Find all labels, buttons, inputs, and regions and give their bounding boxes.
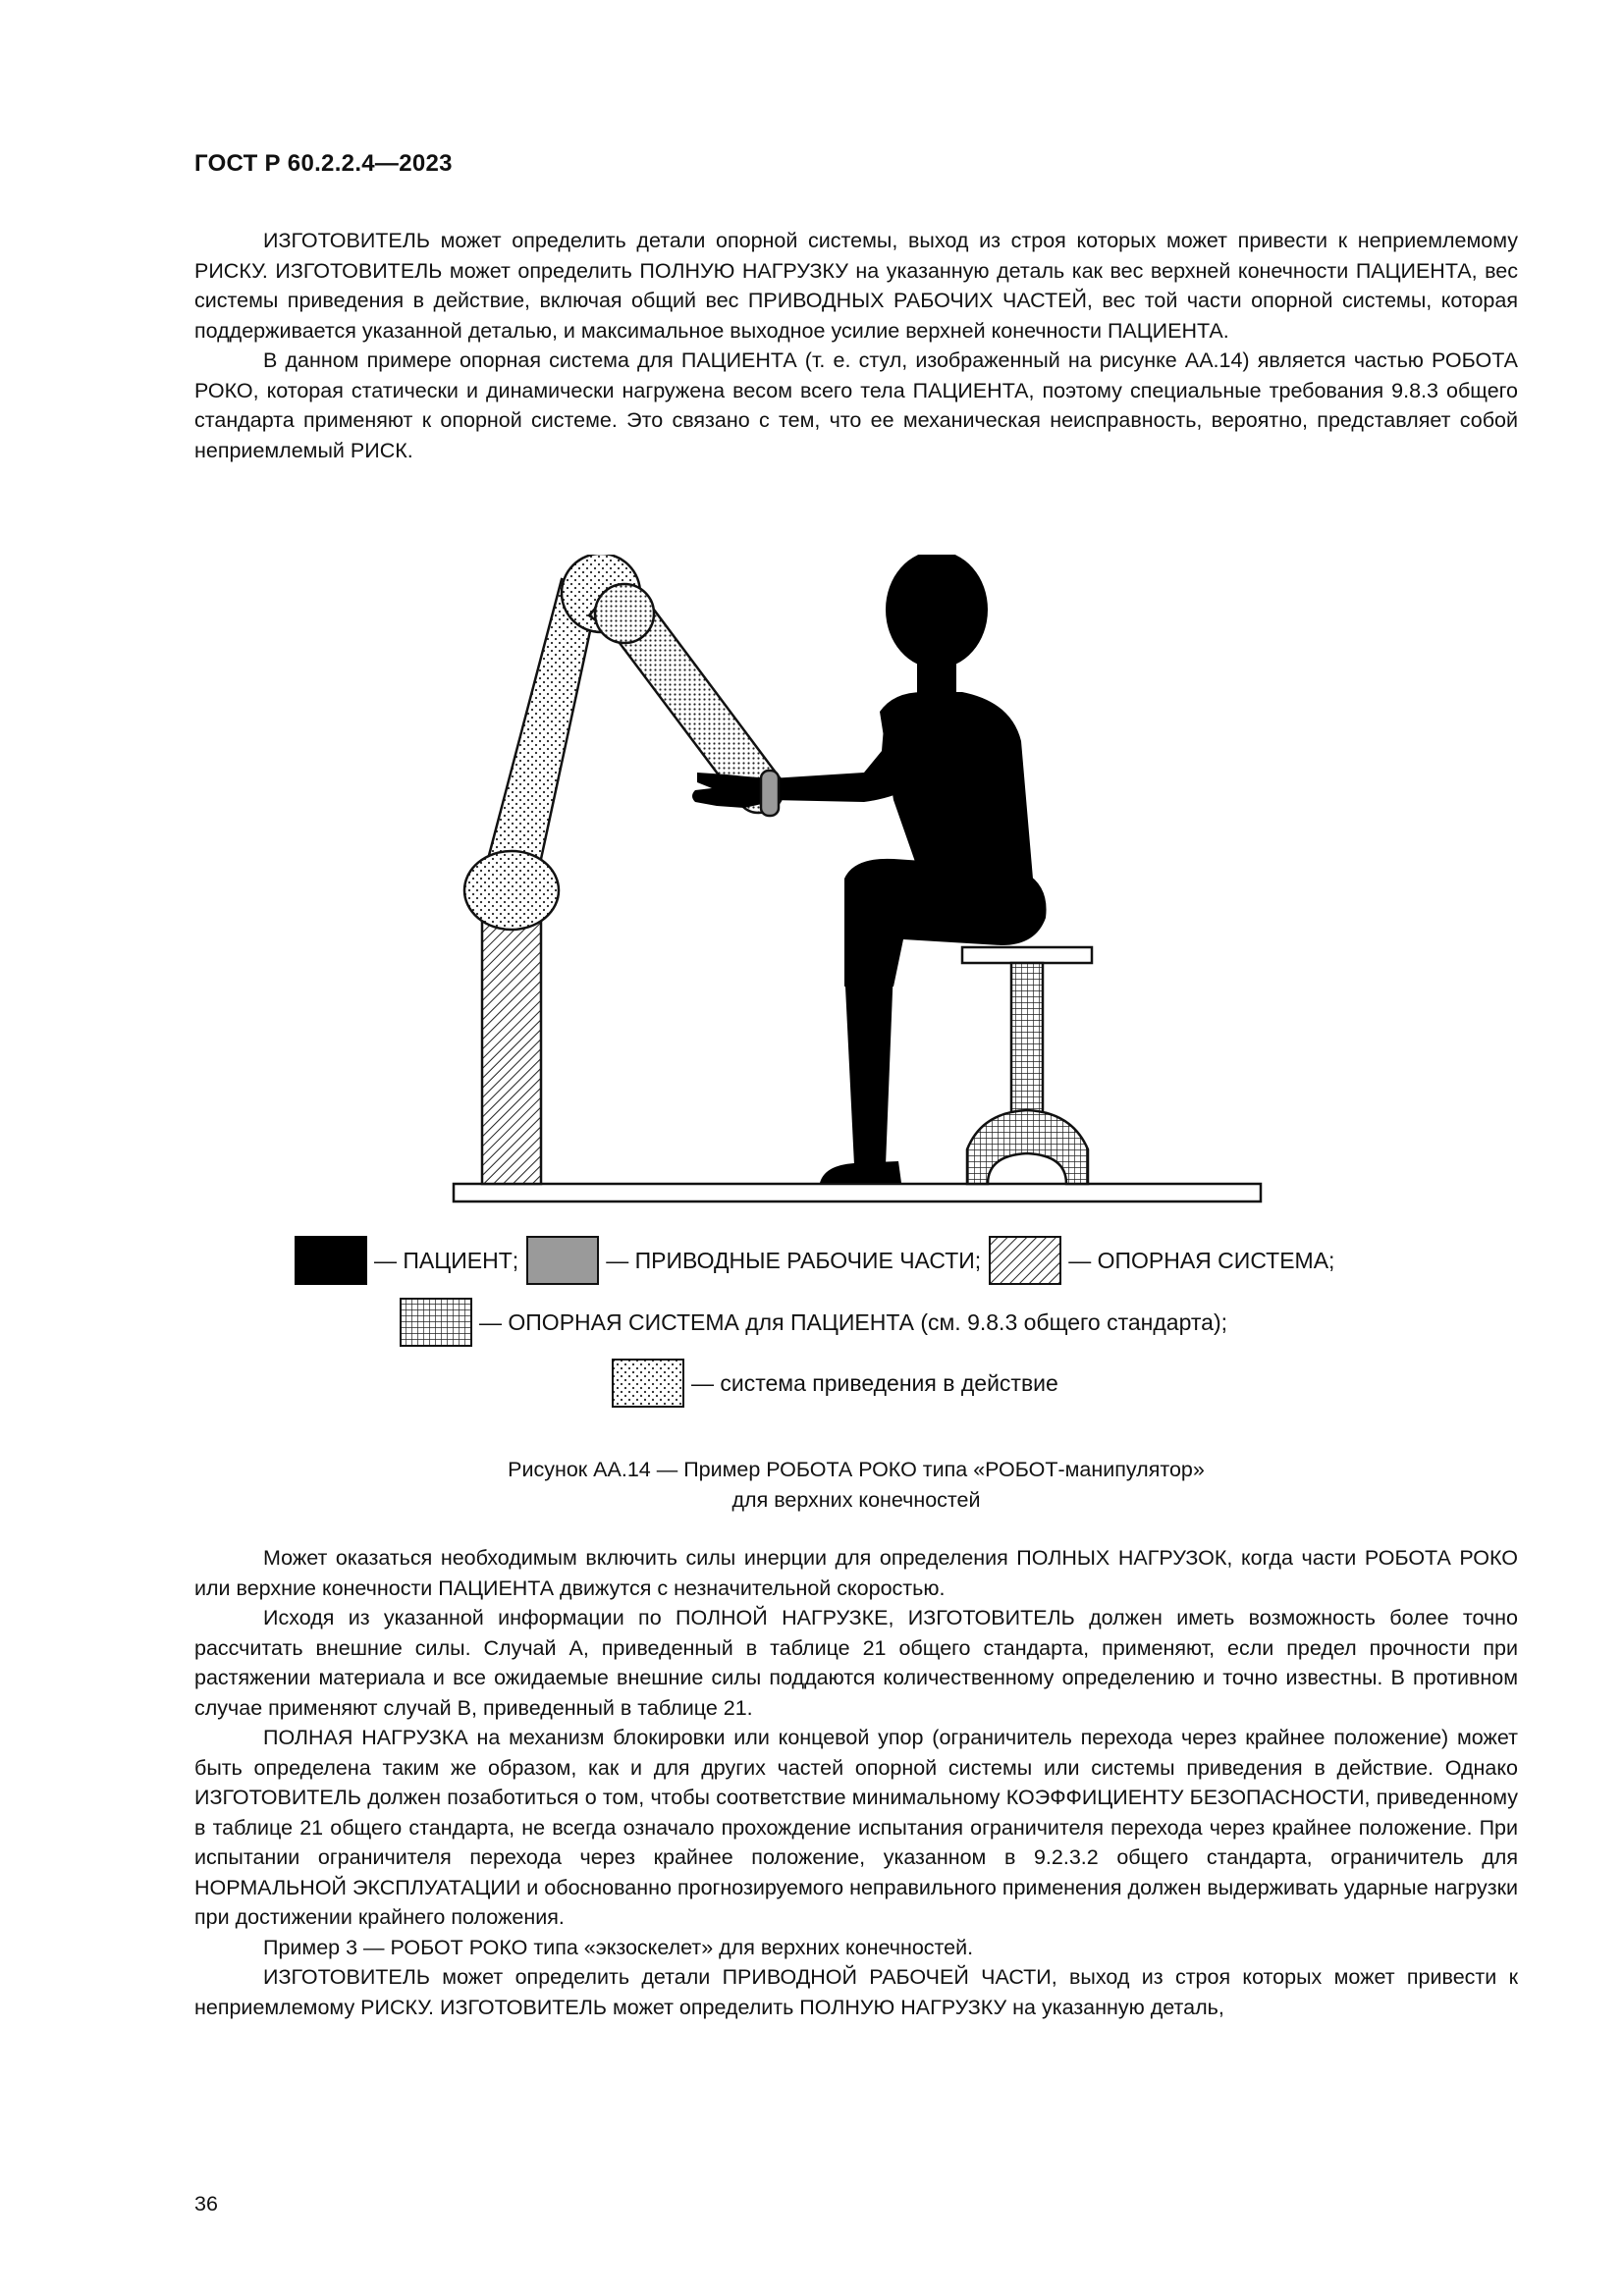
legend-label-patient-support: — ОПОРНАЯ СИСТЕМА для ПАЦИЕНТА (см. 9.8.3 общего стандарта); [479, 1309, 1227, 1335]
legend-row-1 [295, 1236, 1342, 1285]
document-header: ГОСТ Р 60.2.2.4—2023 [194, 150, 453, 177]
page-number: 36 [194, 2192, 218, 2216]
legend-label-patient: — ПАЦИЕНТ; [374, 1248, 519, 1273]
legend-row-2 [400, 1298, 1235, 1347]
legend-swatch-drive-parts [526, 1236, 599, 1285]
robot-elbow-joint [595, 584, 654, 643]
patient-chair [962, 947, 1092, 1184]
paragraph: В данном примере опорная система для ПАЦИЕНТА (т. е. стул, изображенный на рисунке АА.14) является частью РОБОТА РОКО, которая статически и динамически нагружена весом всего тела ПАЦИЕНТА, поэтому специальные требования 9.8.3 общего стандарта применяют к опорной системе. Это связано с тем, что ее механическая неисправность, вероятно, представляет собой неприемлемый РИСК. [194, 348, 1518, 462]
wrist-cuff [761, 771, 779, 816]
text-block-bottom [194, 1543, 1518, 2022]
caption-line-1: Рисунок АА.14 — Пример РОБОТА РОКО типа «РОБОТ-манипулятор» [508, 1458, 1205, 1481]
robot-base-joint [464, 851, 559, 930]
paragraph: Пример 3 — РОБОТ РОКО типа «экзоскелет» для верхних конечностей. [263, 1935, 974, 1959]
paragraph: Исходя из указанной информации по ПОЛНОЙ НАГРУЗКЕ, ИЗГОТОВИТЕЛЬ должен иметь возможность более точно рассчитать внешние силы. Случай А, приведенный в таблице 21 общего стандарта, применяют, если предел прочности при растяжении материала и все ожидаемые внешние силы поддаются количественному определению и точно известны. В противном случае применяют случай В, приведенный в таблице 21. [194, 1606, 1518, 1720]
paragraph: ПОЛНАЯ НАГРУЗКА на механизм блокировки или концевой упор (ограничитель перехода через крайнее положение) может быть определена таким же образом, как и для других частей опорной системы или системы приведения в действие. Однако ИЗГОТОВИТЕЛЬ должен позаботиться о том, чтобы соответствие минимальному КОЭФФИЦИЕНТУ БЕЗОПАСНОСТИ, приведенному в таблице 21 общего стандарта, не всегда означало прохождение испытания ограничителя перехода через крайнее положение. При испытании ограничителя перехода через крайнее положение, указанном в 9.2.3.2 общего стандарта, ограничитель для НОРМАЛЬНОЙ ЭКСПЛУАТАЦИИ и обоснованно прогнозируемого неправильного применения должен выдерживать ударные нагрузки при достижении крайнего положения. [194, 1726, 1518, 1929]
support-column [482, 916, 541, 1184]
text-block-top [194, 226, 1518, 465]
legend-swatch-patient-support [400, 1298, 472, 1347]
patient-silhouette [692, 555, 1047, 1183]
legend-label-drive-parts: — ПРИВОДНЫЕ РАБОЧИЕ ЧАСТИ; [606, 1248, 982, 1273]
legend-swatch-actuation [612, 1359, 684, 1408]
legend-label-support-system: — ОПОРНАЯ СИСТЕМА; [1068, 1248, 1335, 1273]
paragraph: ИЗГОТОВИТЕЛЬ может определить детали опорной системы, выход из строя которых может привести к неприемлемому РИСКУ. ИЗГОТОВИТЕЛЬ может определить ПОЛНУЮ НАГРУЗКУ на указанную деталь как вес верхней конечности ПАЦИЕНТА, вес системы приведения в действие, включая общий вес ПРИВОДНЫХ РАБОЧИХ ЧАСТЕЙ, вес той части опорной системы, которая поддерживается указанной деталью, и максимальное выходное усилие верхней конечности ПАЦИЕНТА. [194, 229, 1518, 343]
legend-row-3 [612, 1359, 1066, 1408]
paragraph: ИЗГОТОВИТЕЛЬ может определить детали ПРИВОДНОЙ РАБОЧЕЙ ЧАСТИ, выход из строя которых может привести к неприемлемому РИСКУ. ИЗГОТОВИТЕЛЬ может определить ПОЛНУЮ НАГРУЗКУ на указанную деталь, [194, 1965, 1518, 2019]
paragraph: Может оказаться необходимым включить силы инерции для определения ПОЛНЫХ НАГРУЗОК, когда части РОБОТА РОКО или верхние конечности ПАЦИЕНТА движутся с незначительной скоростью. [194, 1546, 1518, 1600]
legend-swatch-support-system [989, 1236, 1061, 1285]
floor-base [454, 1184, 1261, 1201]
robot-manipulator-figure [432, 555, 1276, 1222]
figure-caption [194, 1455, 1518, 1516]
legend-label-actuation: — система приведения в действие [691, 1370, 1058, 1396]
legend-swatch-patient [295, 1236, 367, 1285]
caption-line-2: для верхних конечностей [731, 1488, 981, 1512]
